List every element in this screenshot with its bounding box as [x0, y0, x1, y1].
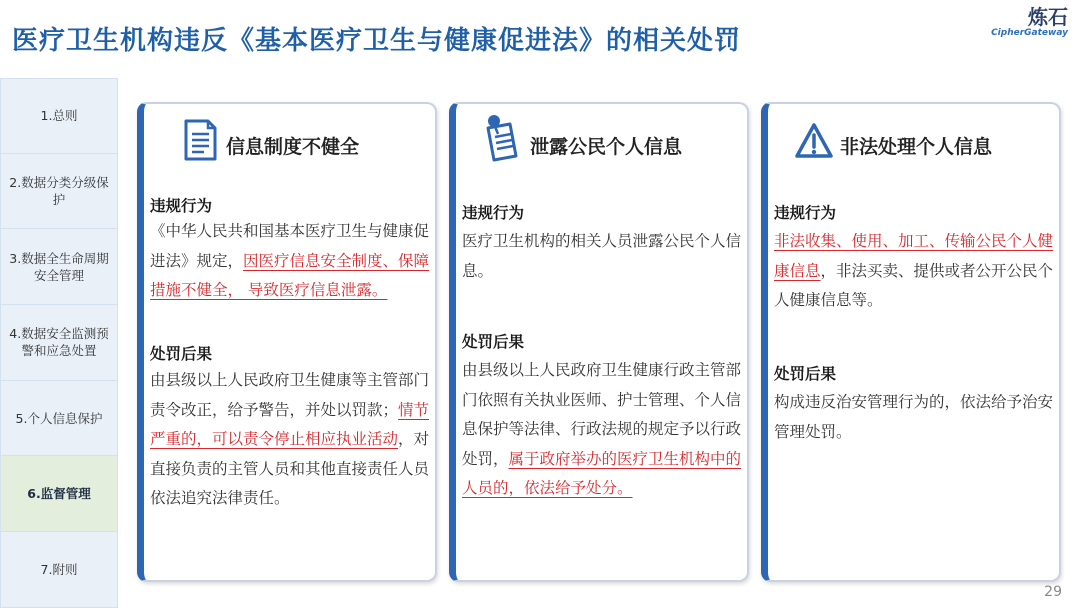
- penalty-text-part: ，对直接负责的主管人员和其他直接责任人员依法追究法律责任。: [150, 430, 430, 507]
- sidebar-item-lifecycle[interactable]: [0, 229, 118, 305]
- card-illegal-processing: [761, 102, 1061, 582]
- sidebar-item-personal-info[interactable]: [0, 381, 118, 457]
- card-title: 泄露公民个人信息: [530, 136, 683, 158]
- sidebar-item-monitoring[interactable]: [0, 305, 118, 381]
- sidebar-item-appendix[interactable]: [0, 532, 118, 608]
- sidebar-item-label: 4.数据安全监测预警和应急处置: [9, 326, 109, 359]
- penalty-highlight: 属于政府举办的医疗卫生机构中的人员的，依法给予处分。: [462, 449, 742, 497]
- sidebar-item-label: 7.附则: [40, 561, 78, 577]
- violation-label: 违规行为: [462, 204, 525, 222]
- page-title: 医疗卫生机构违反《基本医疗卫生与健康促进法》的相关处罚: [12, 26, 742, 56]
- card-info-system: [137, 102, 437, 582]
- penalty-text-part: 构成违反治安管理行为的，依法给予治安管理处罚。: [774, 393, 1054, 441]
- sidebar-nav: [0, 78, 118, 608]
- warning-icon: [794, 122, 834, 160]
- penalty-text: [774, 388, 1060, 447]
- page-number: 29: [1044, 584, 1062, 600]
- brand-logo: [988, 6, 1068, 46]
- penalty-label: 处罚后果: [774, 365, 837, 383]
- violation-highlight: 非法收集、使用、加工、传输公民个人健康信息: [774, 232, 1054, 280]
- penalty-text: [462, 356, 748, 504]
- logo-en-text: CipherGateway: [991, 28, 1068, 38]
- sidebar-item-label: 5.个人信息保护: [15, 410, 103, 426]
- sidebar-item-label: 3.数据全生命周期安全管理: [9, 250, 109, 283]
- sidebar-item-label: 6.监督管理: [27, 486, 91, 502]
- violation-text-part: 医疗卫生机构的相关人员泄露公民个人信息。: [462, 232, 742, 280]
- card-leak-personal-info: [449, 102, 749, 582]
- document-icon: [180, 118, 220, 162]
- violation-label: 违规行为: [774, 204, 837, 222]
- violation-text-part: 《中华人民共和国基本医疗卫生与健康促进法》规定，: [150, 222, 430, 270]
- logo-cn-text: 炼石: [1028, 5, 1068, 29]
- penalty-label: 处罚后果: [150, 345, 213, 363]
- sidebar-item-supervision[interactable]: [0, 456, 118, 532]
- sidebar-item-label: 2.数据分类分级保护: [9, 175, 109, 208]
- penalty-highlight: 情节严重的，可以责令停止相应执业活动: [150, 400, 430, 448]
- pinned-note-icon: [480, 112, 528, 162]
- sidebar-item-label: 1.总则: [40, 108, 78, 124]
- violation-text: [462, 227, 748, 286]
- sidebar-item-general[interactable]: [0, 78, 118, 154]
- card-title: 信息制度不健全: [226, 136, 360, 158]
- violation-text: [150, 217, 436, 306]
- violation-text-part: ，非法买卖、提供或者公开公民个人健康信息等。: [774, 261, 1054, 309]
- violation-text: [774, 227, 1060, 316]
- penalty-label: 处罚后果: [462, 333, 525, 351]
- violation-highlight: 因医疗信息安全制度、保障措施不健全， 导致医疗信息泄露。: [150, 251, 430, 299]
- penalty-text-part: 由县级以上人民政府卫生健康行政主管部门依照有关执业医师、护士管理、个人信息保护等法律、行政法规的规定予以行政处罚，: [462, 361, 742, 468]
- sidebar-item-classification[interactable]: [0, 154, 118, 230]
- penalty-text: [150, 366, 436, 514]
- penalty-text-part: 由县级以上人民政府卫生健康等主管部门责令改正，给予警告，并处以罚款；: [150, 371, 430, 419]
- violation-label: 违规行为: [150, 197, 213, 215]
- card-title: 非法处理个人信息: [840, 136, 993, 158]
